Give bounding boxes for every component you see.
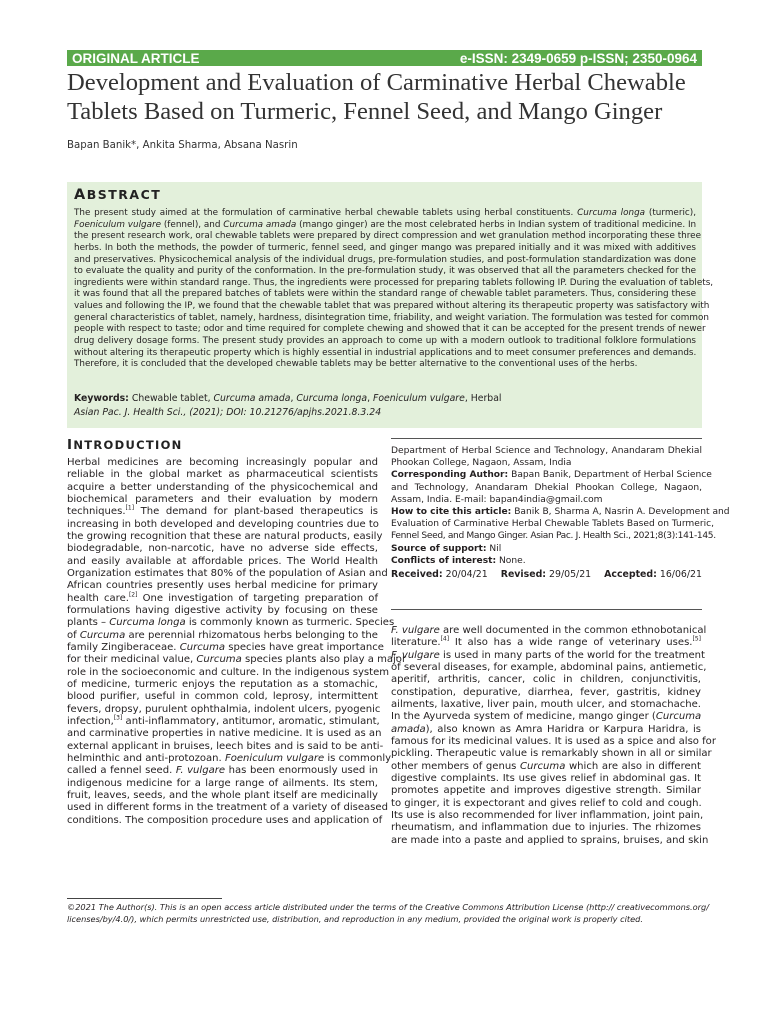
- introduction-line: Herbal medicines are becoming increasingly popular and: [67, 457, 378, 468]
- introduction-line: external applicant in bruises, leech bites and is said to be anti-: [67, 740, 384, 752]
- abstract-line: and preservatives. Physicochemical analysis of the individual drugs, pre-formulation studies, and post-formulation standardization was done: [74, 254, 696, 265]
- introduction-line: famous for its medicinal values. It is used as a spice and also for: [391, 735, 716, 747]
- abstract-line: Foeniculum vulgare (fennel), and Curcuma amada (mango ginger) are the most celebrated herbs in Indian system of traditional medicine. In: [74, 219, 697, 230]
- abstract-line: values and following the IP, we found that the chewable tablet that was prepared without altering its therapeutic property was satisfactory with: [74, 301, 710, 311]
- introduction-line: pickling. Therapeutic value is remarkably shown in all or similar: [391, 748, 712, 760]
- introduction-line: African countries presently uses herbal medicine for primary: [67, 580, 378, 592]
- introduction-line: constipation, depurative, diarrhea, fever, gastritis, kidney: [391, 686, 701, 698]
- introduction-line: of several diseases, for example, abdominal pains, antiemetic,: [391, 661, 707, 673]
- keywords-label: Keywords:: [74, 393, 129, 404]
- title-line: Tablets Based on Turmeric, Fennel Seed, and Mango Ginger: [67, 98, 663, 125]
- introduction-line: aperitif, arthritis, cancer, colic in children, conjunctivitis,: [391, 674, 701, 686]
- introduction-line: infection,[3] anti-inflammatory, antitumor, aromatic, stimulant,: [67, 714, 380, 727]
- introduction-line: health care.[2] One investigation of targeting preparation of: [67, 591, 378, 604]
- introduction-line: helminthic and anti-protozoan. Foeniculum vulgare is commonly: [67, 752, 392, 764]
- source-of-support: Source of support: Nil: [391, 543, 502, 554]
- introduction-line: fevers, dropsy, purulent ophthalmia, indolent ulcers, pyogenic: [67, 703, 381, 715]
- abstract-line: people with respect to taste; odor and time required for complete chewing and showed that it can be accepted for the present trends of newer: [74, 324, 706, 335]
- introduction-line: rheumatism, and inflammation due to injuries. The rhizomes: [391, 822, 701, 834]
- introduction-line: called a fennel seed. F. vulgare has been enormously used in: [67, 765, 378, 777]
- introduction-line: F. vulgare are well documented in the common ethnobotanical: [391, 625, 707, 636]
- abstract-line: it was found that all the prepared batches of tablets were within the standard range of chewable tablet parameters. Thus, considering these: [74, 289, 696, 300]
- abstract-text: [74, 208, 714, 371]
- introduction-line: of Curcuma are perennial rhizomatous herbs belonging to the: [67, 629, 378, 641]
- abstract-line: ingredients were within standard range. Thus, the ingredients were processed for preparing tablets following IP. During the evaluation of tablets,: [74, 277, 714, 288]
- introduction-line: family Zingiberaceae. Curcuma species have great importance: [67, 641, 384, 653]
- introduction-line: F. vulgare is used in many parts of the world for the treatment: [391, 649, 705, 661]
- accepted-date: Accepted: 16/06/21: [604, 569, 702, 581]
- article-dates: [391, 569, 702, 581]
- abstract-line: Therefore, it is concluded that the developed chewable tablets may be better alternative to the conventional uses of the herbs.: [74, 359, 638, 370]
- abstract-heading: ABSTRACT: [74, 187, 162, 203]
- abstract-line: without altering its therapeutic property which is highly essential in industrial applications and to meet consumer preferences and demands.: [74, 347, 697, 358]
- introduction-line: indigenous medicine for a large range of ailments. Its stem,: [67, 777, 378, 789]
- introduction-line: literature.[4] It also has a wide range of veterinary uses.[5]: [391, 635, 701, 649]
- introduction-line: and carminative properties in native medicine. It is used as an: [67, 728, 382, 740]
- introduction-line: ailments, laxative, liver pain, mouth ulcer, and stomachache.: [391, 698, 701, 710]
- introduction-line: promotes appetite and improves digestive strength. Similar: [391, 785, 701, 797]
- revised-date: Revised: 29/05/21: [500, 569, 592, 581]
- introduction-line: to ginger, it is expectorant and gives relief to cold and cough.: [391, 797, 702, 809]
- introduction-line: techniques.[1] The demand for plant-based therapeutics is: [67, 504, 378, 518]
- conflicts-of-interest: Conflicts of interest: None.: [391, 555, 526, 566]
- license-line: ©2021 The Author(s). This is an open access article distributed under the terms of the Creative Commons Attribution License (http:// creativecommons.org/: [67, 902, 709, 912]
- introduction-right-column: [391, 625, 716, 847]
- introduction-line: biochemical parameters and their evaluation by modern: [67, 493, 378, 505]
- introduction-line: Its use is also recommended for liver inflammation, joint pain,: [391, 809, 704, 821]
- introduction-line: of medicine, turmeric enjoys the reputation as a stomachic,: [67, 678, 378, 690]
- introduction-line: reliable in the global market as pharmaceutical scientists: [67, 469, 378, 481]
- keywords-value: Chewable tablet, Curcuma amada, Curcuma longa, Foeniculum vulgare, Herbal: [131, 393, 502, 404]
- abstract-line: drug delivery dosage forms. The present study provides an approach to come up with a modern outlook to traditional folklore formulations: [74, 335, 696, 346]
- introduction-line: conditions. The composition procedure uses and application of: [67, 814, 383, 826]
- abstract-line: to evaluate the quality and purity of the conformation. In the pre-formulation study, it was observed that all the parameters checked for the: [74, 266, 696, 277]
- issn-label: e-ISSN: 2349-0659 p-ISSN; 2350-0964: [459, 50, 697, 66]
- introduction-line: blood purifier, useful in common cold, leprosy, intermittent: [67, 691, 378, 703]
- introduction-left-column: [67, 457, 407, 827]
- introduction-heading: INTRODUCTION: [67, 437, 183, 453]
- affiliation-line: Department of Herbal Science and Technology, Anandaram Dhekial: [391, 446, 702, 456]
- corresponding-author: Corresponding Author: Bapan Banik, Department of Herbal Science: [391, 470, 712, 481]
- footnote-rule: [67, 898, 222, 899]
- introduction-line: fruit, leaves, seeds, and the whole plant itself are medicinally: [67, 789, 378, 801]
- abstract-line: herbs. In both the methods, the powder of turmeric, fennel seed, and ginger mango was prepared initially and it was mixed with additives: [74, 242, 696, 253]
- keywords: [74, 393, 501, 404]
- introduction-line: digestive complaints. Its use gives relief in abdominal gas. It: [391, 772, 701, 784]
- introduction-line: increasing in both developed and developing countries due to: [67, 518, 379, 530]
- abstract-line: the present research work, oral chewable tablets were prepared by direct compression and wet granulation method incorporating these three: [74, 231, 702, 242]
- introduction-line: are made into a paste and applied to sprains, bruises, and skin: [391, 834, 709, 846]
- introduction-line: Organization estimates that 80% of the population of Asian and: [67, 567, 388, 579]
- how-to-cite-line: Evaluation of Carminative Herbal Chewable Tablets Based on Turmeric,: [391, 519, 715, 530]
- title-line: Development and Evaluation of Carminative Herbal Chewable: [67, 69, 686, 96]
- how-to-cite-line: Fennel Seed, and Mango Ginger. Asian Pac. J. Health Sci., 2021;8(3):141-145.: [391, 531, 716, 542]
- abstract-line: general characteristics of tablet, namely, hardness, disintegration time, friability, and weight variation. The formulation was tested for common: [74, 312, 709, 323]
- introduction-line: used in different forms in the treatment of a variety of diseased: [67, 802, 388, 814]
- article-type-banner: [67, 50, 702, 66]
- how-to-cite: How to cite this article: Banik B, Sharma A, Nasrin A. Development and: [391, 507, 730, 518]
- introduction-line: and easily available at affordable prices. The World Health: [67, 555, 378, 567]
- introduction-line: amada), also known as Amra Haridra or Karpura Haridra, is: [391, 723, 701, 735]
- affiliation-line: Phookan College, Nagaon, Assam, India: [391, 458, 572, 469]
- introduction-line: acquire a better understanding of the physicochemical and: [67, 481, 378, 493]
- introduction-line: plants – Curcuma longa is commonly known as turmeric. Species: [67, 617, 395, 629]
- introduction-line: other members of genus Curcuma which are also in different: [391, 760, 701, 772]
- journal-citation: Asian Pac. J. Health Sci., (2021); DOI: 10.21276/apjhs.2021.8.3.24: [74, 407, 382, 418]
- introduction-line: role in the socioeconomic and culture. In the indigenous system: [67, 666, 390, 678]
- introduction-line: formulations having digestive activity by focusing on these: [67, 604, 378, 616]
- introduction-line: biodegradable, non-narcotic, have no adverse side effects,: [67, 543, 378, 555]
- article-type-label: ORIGINAL ARTICLE: [72, 50, 200, 66]
- article-title: [67, 68, 707, 126]
- corresponding-author-line: and Technology, Anandaram Dhekial Phookan College, Nagaon,: [391, 482, 702, 493]
- article-info: [391, 445, 730, 581]
- corresponding-author-line: Assam, India. E-mail: bapan4india@gmail.com: [391, 494, 603, 505]
- abstract-line: The present study aimed at the formulation of carminative herbal chewable tablets using herbal constituents. Curcuma longa (turmeric),: [74, 208, 696, 218]
- license-line: licenses/by/4.0/), which permits unrestricted use, distribution, and reproduction in any medium, provided the original work is properly cited.: [67, 914, 643, 924]
- received-date: Received: 20/04/21: [391, 569, 488, 581]
- author-list: Bapan Banik*, Ankita Sharma, Absana Nasrin: [67, 140, 298, 151]
- introduction-line: for their medicinal value, Curcuma species plants also play a major: [67, 654, 407, 666]
- license-footnote: [67, 901, 709, 925]
- introduction-line: the growing recognition that these are natural products, easily: [67, 530, 383, 542]
- introduction-line: In the Ayurveda system of medicine, mango ginger (Curcuma: [391, 711, 702, 723]
